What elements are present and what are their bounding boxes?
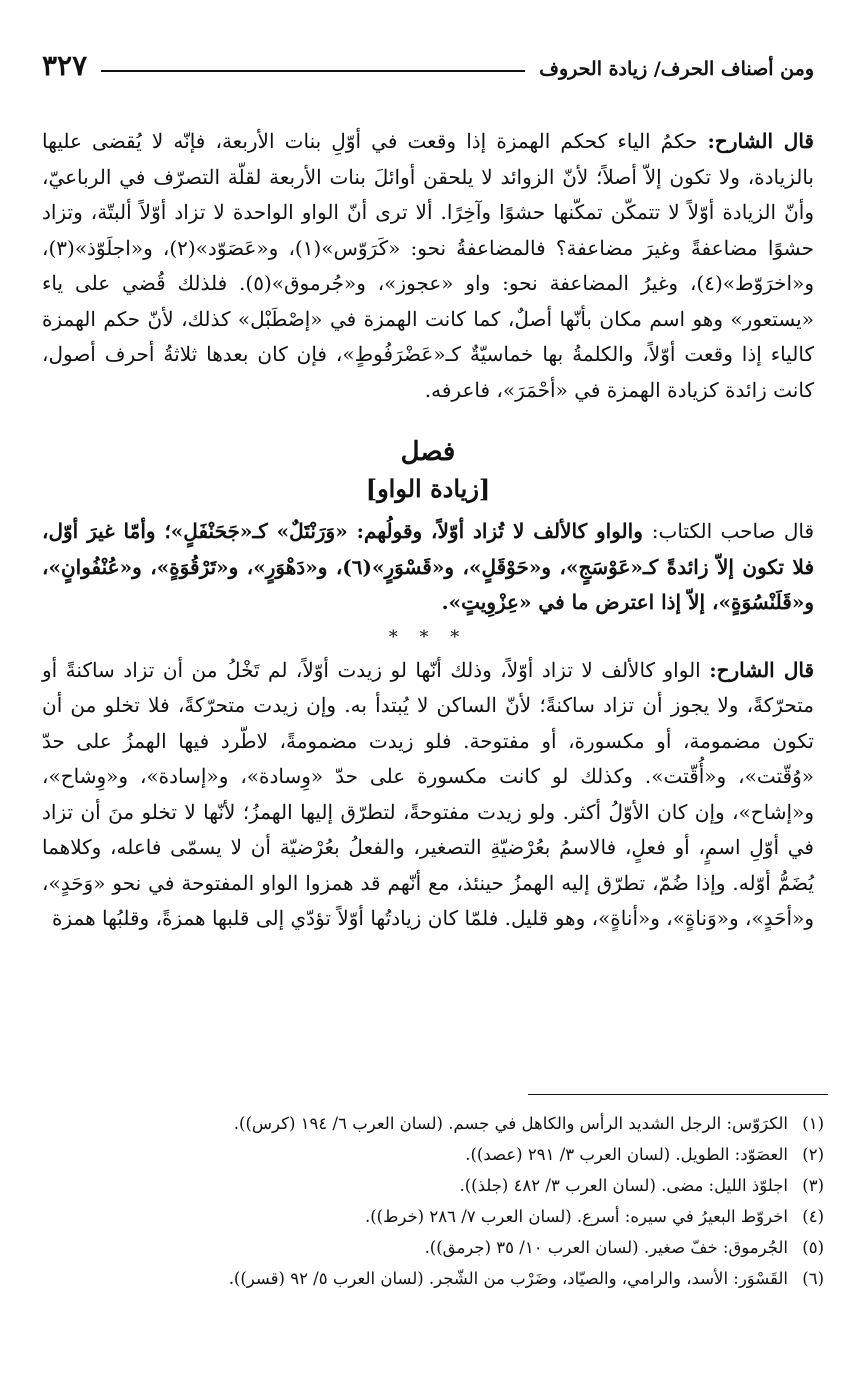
commentary-paragraph-2 xyxy=(42,653,814,937)
footnote-item: (٦) القَسْوَر: الأسد، والرامي، والصيّاد، وضَرْب من الشّجر. (لسان العرب ٥/ ٩٢ (قسر)). xyxy=(228,1269,824,1288)
commentary-paragraph-1 xyxy=(42,124,814,408)
commentary-text: حكمُ الياء كحكم الهمزة إذا وقعت في أوّلِ بنات الأربعة، فإنّه لا يُقضى عليها بالزيادة، ولا تكون إلاّ أصلاً؛ لأنّ الزوائد لا يلحقن أوائلَ بنات الأربعة لقلّة التصرّف في الرباعيّ، وأنّ الزيادة أوّلاً لا تتمكّن تمكّنها حشوًا وآخِرًا. ألا ترى أنّ الواو الواحدة لا تزاد أوّلاً ألبتّة، وتزاد حشوًا مضاعفةً وغيرَ مضاعفة؟ فالمضاعفةُ نحو: «كَرَوّس»(١)، و«عَصَوّد»(٢)، و«اجلَوّذ»(٣)، و«اخرَوّط»(٤)، وغيرُ المضاعفة نحو: واو «عجوز»، و«جُرموق»(٥). فلذلك قُضي على ياء «يستعور» وهو اسم مكان بأنّها أصلٌ، كما كانت الهمزة في «إصْطَبْل» كذلك، لأنّ حكم الهمزة كالياء إذا وقعت أوّلاً، والكلمةُ بها خماسيّةٌ كـ«عَضْرَفُوطٍ»، فإن كان بعدها ثلاثةُ أحرف أصول، كانت زائدة كزيادة الهمزة في «أحْمَرَ»، فاعرفه. xyxy=(42,129,814,402)
section-heading: فصل xyxy=(400,437,456,467)
separator-stars: * * * xyxy=(388,626,468,648)
commentator-label-2: قال الشارح: xyxy=(709,657,815,682)
author-label: قال صاحب الكتاب: xyxy=(651,519,815,543)
footnote-separator xyxy=(528,1094,828,1095)
commentator-label: قال الشارح: xyxy=(707,129,814,153)
page-number: ٣٢٧ xyxy=(42,49,88,82)
footnotes xyxy=(42,1108,824,1294)
footnote-item: (٢) العصَوّد: الطويل. (لسان العرب ٣/ ٢٩١ (عصد)). xyxy=(465,1145,824,1164)
running-title: ومن أصناف الحرف/ زيادة الحروف xyxy=(539,58,814,80)
author-quote xyxy=(42,514,814,621)
footnote-item: (٤) اخروّط البعيرُ في سيره: أسرع. (لسان العرب ٧/ ٢٨٦ (خرط)). xyxy=(364,1207,824,1226)
commentary-text-2: الواو كالألف لا تزاد أوّلاً، وذلك أنّها لو زيدت أوّلاً، لم تَخْلُ من أن تزاد ساكنةً أو متحرّكةً، ولا يجوز أن تزاد ساكنةً؛ لأنّ الساكن لا يُبتدأ به. وإن زيدت متحرّكةً، فلا تخلو من أن تكون مضمومة، أو مكسورة، أو مفتوحة. فلو زيدت مضمومةً، لاطّرد فيها الهمزُ على حدّ «وُقّتت»، و«أُقّتت». وكذلك لو كانت مكسورة على حدّ «وِسادة»، و«إسادة»، و«وِشاح»، و«إشاح»، وإن كان الأوّلُ أكثر. ولو زيدت مفتوحةً، لتطرّق إليها الهمزُ؛ لأنّها لا تخلو منَ أن تزاد في أوّلِ اسمٍ، أو فعلٍ، فالاسمُ بعُرْضيّةِ التصغير، والفعلُ بعُرْضيّة أن لا يسمّى فاعله، وكلاهما يُضَمُّ أوّله. وإذا ضُمّ، تطرّق إليه الهمزُ حينئذ، مع أنّهم قد همزوا الواو المفتوحة في نحو «وَحَدٍ»، و«أحَدٍ»، و«وَناةٍ»، و«أناةٍ»، وهو قليل. فلمّا كان زيادتُها أوّلاً تؤدّي إلى قلبها همزةً، وقلبُها همزة xyxy=(42,657,814,930)
footnote-item: (١) الكرَوّس: الرجل الشديد الرأس والكاهل في جسم. (لسان العرب ٦/ ١٩٤ (كرس)). xyxy=(233,1114,824,1133)
author-text: والواو كالألف لا تُزاد أوّلاً، وقولُهم: «وَرَنْتَلٌ» كـ«جَحَنْفَلٍ»؛ وأمّا غيرَ أوّل، فلا تكون إلاّ زائدةً كـ«عَوْسَجٍ»، و«حَوْقَلٍ»، و«قَسْوَرٍ»(٦)، و«دَهْوَرٍ»، و«تَرْقُوَةٍ»، و«عُنْفُوانٍ»، و«قَلَنْسُوَةٍ»، إلاّ إذا اعترض ما في «عِزْوِيتٍ». xyxy=(42,519,814,614)
footnote-item: (٥) الجُرموق: خفّ صغير. (لسان العرب ١٠/ ٣٥ (جرمق)). xyxy=(424,1238,824,1257)
running-header xyxy=(42,48,814,84)
section-subheading: [زيادة الواو] xyxy=(365,474,491,503)
header-rule xyxy=(101,70,525,72)
footnote-item: (٣) اجلوّذ الليل: مضى. (لسان العرب ٣/ ٤٨٢ (جلذ)). xyxy=(459,1176,824,1195)
